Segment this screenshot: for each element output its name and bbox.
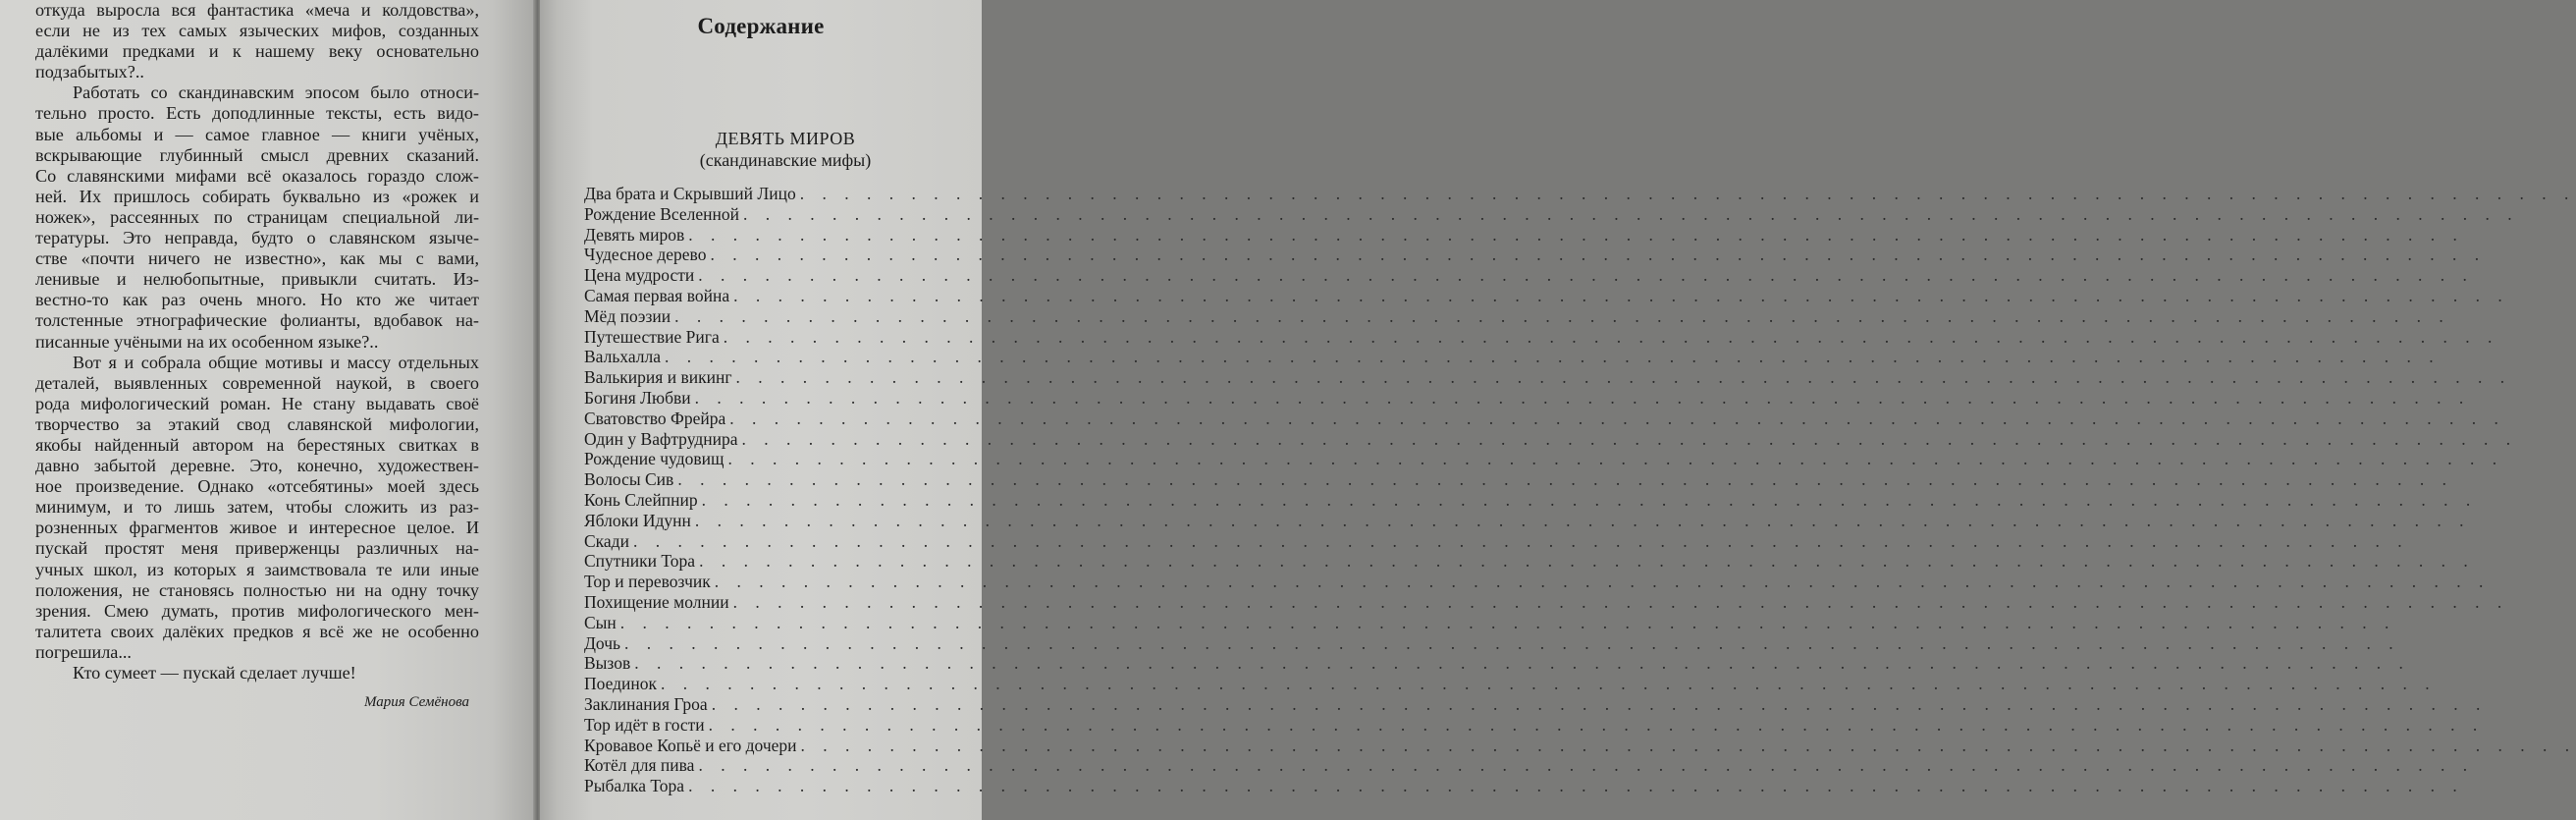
dot-leader: . . . . . . . . . . . . . . . . . . . . . . . . . . . . . . . . . . . . . . . . . . . . . . . . . . . . . . . . . . . . . . . . . . . . . . . . . . . . . . . .: [698, 265, 2474, 286]
text-line: ножек», рассеянных по страницам специальной ли-: [35, 206, 479, 227]
toc-entry: [584, 245, 2487, 265]
afterword-text: [35, 0, 479, 683]
dot-leader: . . . . . . . . . . . . . . . . . . . . . . . . . . . . . . . . . . . . . . . . . . . . . . . . . . . . . . . . . . . . . . . . . . . . . . . . . . . . . . . .: [632, 530, 2409, 551]
toc-entry: [584, 408, 2505, 429]
toc-entry-title: Кровавое Копьё и его дочери: [584, 735, 797, 755]
dot-leader: . . . . . . . . . . . . . . . . . . . . . . . . . . . . . . . . . . . . . . . . . . . . . . . . . . . . . . . . . . . . . . . . . . . . . . . . . . . . . . . .: [741, 428, 2518, 449]
toc-entry-title: Рождение Вселенной: [584, 203, 740, 224]
left-page: [0, 0, 535, 820]
toc-entry-title: Богиня Любви: [584, 387, 691, 408]
toc-entry: [584, 591, 2509, 613]
toc-entry-title: Поединок: [584, 674, 658, 694]
dot-leader: . . . . . . . . . . . . . . . . . . . . . . . . . . . . . . . . . . . . . . . . . . . . . . . . . . . . . . . . . . . . . . . . . . . . . . . . . . . . . . . .: [735, 367, 2512, 388]
toc-entry-title: Цена мудрости: [584, 265, 695, 286]
dot-leader: . . . . . . . . . . . . . . . . . . . . . . . . . . . . . . . . . . . . . . . . . . . . . . . . . . . . . . . . . . . . . . . . . . . . . . . . . . . . . . . .: [800, 735, 2576, 755]
toc-entry: [584, 632, 2400, 654]
dot-leader: . . . . . . . . . . . . . . . . . . . . . . . . . . . . . . . . . . . . . . . . . . . . . . . . . . . . . . . . . . . . . . . . . . . . . . . . . . . . . . . .: [743, 203, 2519, 224]
text-line: ное произведение. Однако «отсебятины» моей здесь: [35, 476, 479, 497]
text-line: ленивые и нелюбопытные, привыкли считать. Из-: [35, 269, 479, 290]
toc-entry-title: Похищение молнии: [584, 591, 729, 612]
toc-entry: [584, 510, 2471, 531]
text-line: откуда выросла вся фантастика «меча и колдовства»,: [35, 0, 479, 20]
text-line: тературы. Это неправда, будто о славянском язычe-: [35, 228, 479, 248]
section-subtitle: (скандинавские мифы): [699, 150, 872, 170]
toc-entry: [584, 184, 2576, 204]
toc-entry-title: Конь Слейпнир: [584, 489, 698, 510]
text-line: тельно просто. Есть доподлинные тексты, есть видо-: [35, 103, 479, 124]
text-line: стве «почти ничего не известно», как мы с вами,: [35, 248, 479, 269]
toc-entry: [584, 305, 2450, 327]
toc-entry: [584, 469, 2453, 490]
text-line: талитета своих далёких предков я всё же не особенно: [35, 621, 479, 641]
dot-leader: . . . . . . . . . . . . . . . . . . . . . . . . . . . . . . . . . . . . . . . . . . . . . . . . . . . . . . . . . . . . . . . . . . . . . . . . . . . . . . . .: [732, 591, 2509, 612]
toc-entry-title: Заклинания Гроа: [584, 693, 708, 714]
text-line: творчество за этакий свод славянской мифологии,: [35, 413, 479, 434]
dot-leader: . . . . . . . . . . . . . . . . . . . . . . . . . . . . . . . . . . . . . . . . . . . . . . . . . . . . . . . . . . . . . . . . . . . . . . . . . . . . . . . .: [664, 347, 2441, 367]
dot-leader: . . . . . . . . . . . . . . . . . . . . . . . . . . . . . . . . . . . . . . . . . . . . . . . . . . . . . . . . . . . . . . . . . . . . . . . . . . . . . . . .: [624, 632, 2400, 653]
text-line: подзабытых?..: [35, 62, 144, 82]
text-line: Работать со скандинавским эпосом было относи-: [73, 82, 479, 103]
text-line: писанные учёными на их особенном языке?..: [35, 331, 379, 352]
toc-entry: [584, 674, 2437, 694]
toc-entry: [584, 489, 2478, 511]
text-line: толстенные этнографические фолианты, вдобавок на-: [35, 310, 479, 331]
dot-leader: . . . . . . . . . . . . . . . . . . . . . . . . . . . . . . . . . . . . . . . . . . . . . . . . . . . . . . . . . . . . . . . . . . . . . . . . . . . . . . . .: [699, 551, 2475, 572]
dot-leader: . . . . . . . . . . . . . . . . . . . . . . . . . . . . . . . . . . . . . . . . . . . . . . . . . . . . . . . . . . . . . . . . . . . . . . . . . . . . . . . .: [701, 489, 2478, 510]
toc-entry-title: Вызов: [584, 653, 631, 674]
text-line: зрения. Смею думать, против мифологического мен-: [35, 600, 479, 621]
right-page: [540, 0, 2576, 820]
toc-entry: [584, 572, 2491, 592]
toc-entry: [584, 387, 2471, 409]
toc-entry-title: Самая первая война: [584, 285, 730, 305]
dot-leader: . . . . . . . . . . . . . . . . . . . . . . . . . . . . . . . . . . . . . . . . . . . . . . . . . . . . . . . . . . . . . . . . . . . . . . . . . . . . . . . .: [688, 776, 2464, 796]
dot-leader: . . . . . . . . . . . . . . . . . . . . . . . . . . . . . . . . . . . . . . . . . . . . . . . . . . . . . . . . . . . . . . . . . . . . . . . . . . . . . . . .: [711, 693, 2488, 714]
toc-entry: [584, 285, 2509, 306]
toc-list: [584, 184, 2576, 796]
toc-entry: [584, 367, 2512, 388]
toc-entry-title: Рыбалка Тора: [584, 776, 685, 796]
dot-leader: . . . . . . . . . . . . . . . . . . . . . . . . . . . . . . . . . . . . . . . . . . . . . . . . . . . . . . . . . . . . . . . . . . . . . . . . . . . . . . . .: [799, 184, 2576, 203]
toc-entry-title: Девять миров: [584, 224, 685, 245]
toc-entry-title: Мёд поэзии: [584, 305, 671, 326]
text-line: вые альбомы и — самое главное — книги учёных,: [35, 124, 479, 144]
text-line: если не из тех самых языческих мифов, созданных: [35, 21, 479, 41]
text-line: якобы найденный автором на берестяных свитках в: [35, 434, 479, 455]
toc-entry-title: Вальхалла: [584, 347, 661, 367]
text-line: далёкими предками и к нашему веку основательно: [35, 41, 479, 62]
text-line: Кто сумеет — пускай сделает лучше!: [73, 663, 356, 683]
text-line: учных школ, из которых я заимствовала те или иные: [35, 559, 479, 579]
toc-entry-title: Чудесное дерево: [584, 245, 707, 265]
toc-entry: [584, 551, 2475, 572]
toc-entry-title: Спутники Тора: [584, 551, 696, 572]
text-line: пускай простят меня приверженцы различных на-: [35, 538, 479, 559]
text-line: вскрывающие глубинный смысл древних сказаний.: [35, 144, 479, 165]
toc-entry-title: Дочь: [584, 632, 621, 653]
toc-entry-title: Два брата и Скрывший Лицо: [584, 184, 796, 203]
toc-entry: [584, 530, 2409, 552]
dot-leader: . . . . . . . . . . . . . . . . . . . . . . . . . . . . . . . . . . . . . . . . . . . . . . . . . . . . . . . . . . . . . . . . . . . . . . . . . . . . . . . .: [698, 755, 2475, 776]
dot-leader: . . . . . . . . . . . . . . . . . . . . . . . . . . . . . . . . . . . . . . . . . . . . . . . . . . . . . . . . . . . . . . . . . . . . . . . . . . . . . . . .: [714, 572, 2491, 592]
toc-entry: [584, 224, 2464, 246]
toc-entry-title: Тор и перевозчик: [584, 572, 711, 592]
toc-entry: [584, 449, 2504, 469]
toc-entry: [584, 693, 2488, 715]
dot-leader: . . . . . . . . . . . . . . . . . . . . . . . . . . . . . . . . . . . . . . . . . . . . . . . . . . . . . . . . . . . . . . . . . . . . . . . . . . . . . . . .: [708, 714, 2485, 735]
text-line: давно забытой деревне. Это, конечно, художествен-: [35, 456, 479, 476]
toc-entry: [584, 612, 2396, 633]
toc-entry-title: Путешествие Рига: [584, 326, 720, 347]
text-line: вестно-то как раз очень много. Но кто же читает: [35, 290, 479, 310]
text-line: положения, не становясь полностью ни на одну точку: [35, 579, 479, 600]
toc-entry: [584, 735, 2576, 756]
text-line: деталей, выявленных современной наукой, в своего: [35, 372, 479, 393]
section-title: ДЕВЯТЬ МИРОВ: [715, 129, 856, 148]
toc-entry-title: Валькирия и викинг: [584, 367, 732, 388]
text-line: розненных фрагментов живое и интересное целое. И: [35, 518, 479, 538]
text-line: минимум, и то лишь затем, чтобы сложить из раз-: [35, 497, 479, 518]
toc-entry-title: Сын: [584, 612, 617, 632]
toc-entry-title: Волосы Сив: [584, 469, 674, 490]
text-line: Вот я и собрала общие мотивы и массу отдельных: [73, 352, 479, 372]
dot-leader: . . . . . . . . . . . . . . . . . . . . . . . . . . . . . . . . . . . . . . . . . . . . . . . . . . . . . . . . . . . . . . . . . . . . . . . . . . . . . . . .: [694, 510, 2471, 530]
toc-entry: [584, 428, 2518, 450]
toc-entry-title: Тор идёт в гости: [584, 714, 705, 735]
toc-entry: [584, 653, 2410, 674]
toc-entry-title: Котёл для пива: [584, 755, 695, 776]
dot-leader: . . . . . . . . . . . . . . . . . . . . . . . . . . . . . . . . . . . . . . . . . . . . . . . . . . . . . . . . . . . . . . . . . . . . . . . . . . . . . . . .: [723, 326, 2499, 347]
dot-leader: . . . . . . . . . . . . . . . . . . . . . . . . . . . . . . . . . . . . . . . . . . . . . . . . . . . . . . . . . . . . . . . . . . . . . . . . . . . . . . . .: [733, 285, 2509, 305]
toc-entry: [584, 265, 2474, 286]
dot-leader: . . . . . . . . . . . . . . . . . . . . . . . . . . . . . . . . . . . . . . . . . . . . . . . . . . . . . . . . . . . . . . . . . . . . . . . . . . . . . . . .: [729, 408, 2505, 428]
toc-entry: [584, 203, 2519, 225]
dot-leader: . . . . . . . . . . . . . . . . . . . . . . . . . . . . . . . . . . . . . . . . . . . . . . . . . . . . . . . . . . . . . . . . . . . . . . . . . . . . . . . .: [619, 612, 2396, 632]
dot-leader: . . . . . . . . . . . . . . . . . . . . . . . . . . . . . . . . . . . . . . . . . . . . . . . . . . . . . . . . . . . . . . . . . . . . . . . . . . . . . . . .: [694, 387, 2471, 408]
dot-leader: . . . . . . . . . . . . . . . . . . . . . . . . . . . . . . . . . . . . . . . . . . . . . . . . . . . . . . . . . . . . . . . . . . . . . . . . . . . . . . . .: [677, 469, 2453, 490]
author-signature: Мария Семёнова: [364, 694, 469, 710]
dot-leader: . . . . . . . . . . . . . . . . . . . . . . . . . . . . . . . . . . . . . . . . . . . . . . . . . . . . . . . . . . . . . . . . . . . . . . . . . . . . . . . .: [661, 674, 2437, 694]
toc-entry: [584, 755, 2475, 776]
text-line: ней. Их пришлось собирать буквально из «рожек и: [35, 186, 479, 206]
dot-leader: . . . . . . . . . . . . . . . . . . . . . . . . . . . . . . . . . . . . . . . . . . . . . . . . . . . . . . . . . . . . . . . . . . . . . . . . . . . . . . . .: [688, 224, 2464, 245]
toc-entry: [584, 347, 2441, 367]
dot-leader: . . . . . . . . . . . . . . . . . . . . . . . . . . . . . . . . . . . . . . . . . . . . . . . . . . . . . . . . . . . . . . . . . . . . . . . . . . . . . . . .: [674, 305, 2450, 326]
toc-entry: [584, 776, 2464, 796]
contents-heading: Содержание: [697, 14, 825, 38]
text-line: погрешила...: [35, 641, 132, 662]
toc-entry-title: Скади: [584, 530, 629, 551]
dot-leader: . . . . . . . . . . . . . . . . . . . . . . . . . . . . . . . . . . . . . . . . . . . . . . . . . . . . . . . . . . . . . . . . . . . . . . . . . . . . . . . .: [634, 653, 2410, 674]
toc-entry: [584, 326, 2499, 348]
dot-leader: . . . . . . . . . . . . . . . . . . . . . . . . . . . . . . . . . . . . . . . . . . . . . . . . . . . . . . . . . . . . . . . . . . . . . . . . . . . . . . . .: [727, 449, 2504, 469]
toc-entry: [584, 714, 2485, 736]
toc-entry-title: Рождение чудовищ: [584, 449, 724, 469]
toc-entry-title: Один у Вафтруднира: [584, 428, 738, 449]
text-line: рода мифологический роман. Не стану выдавать своё: [35, 393, 479, 413]
dot-leader: . . . . . . . . . . . . . . . . . . . . . . . . . . . . . . . . . . . . . . . . . . . . . . . . . . . . . . . . . . . . . . . . . . . . . . . . . . . . . . . .: [710, 245, 2487, 265]
toc-entry-title: Яблоки Идунн: [584, 510, 691, 530]
text-line: Со славянскими мифами всё оказалось гораздо слож-: [35, 165, 479, 186]
toc-entry-title: Сватовство Фрейра: [584, 408, 726, 428]
